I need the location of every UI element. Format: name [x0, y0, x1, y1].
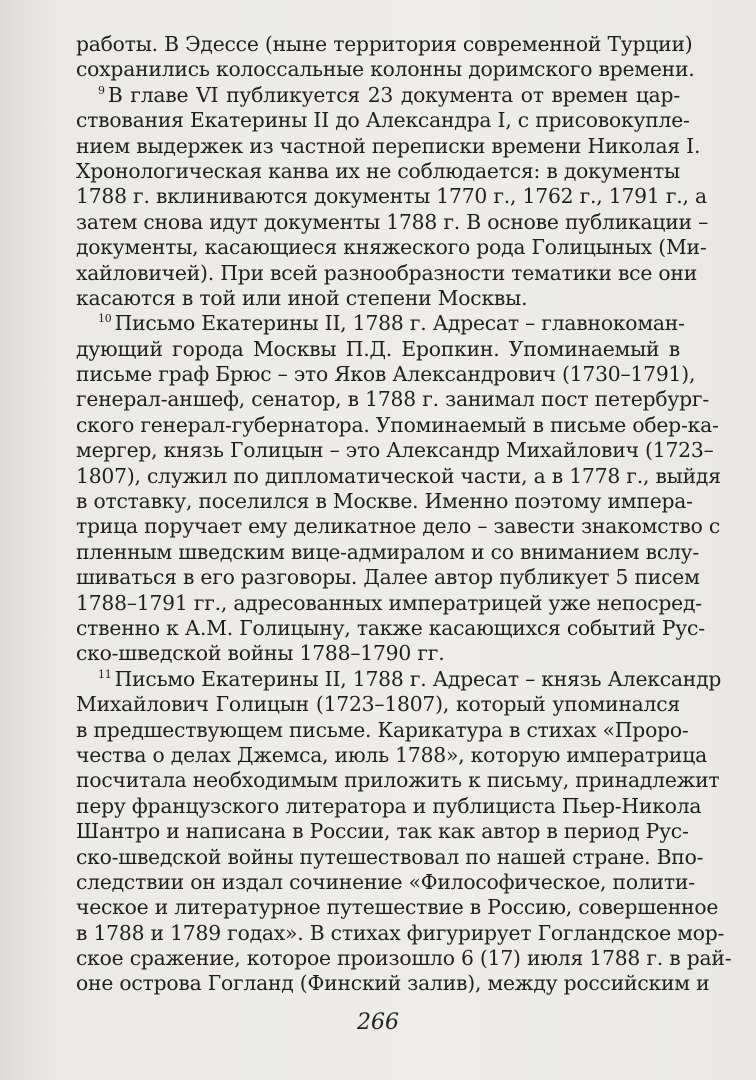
text-line: в предшествующем письме. Карикатура в стихах «Проро- [76, 717, 689, 742]
text-line: шиваться в его разговоры. Далее автор публикует 5 писем [76, 565, 700, 590]
footnote-9-first-line [76, 83, 680, 108]
text-line: Письмо Екатерины II, 1788 г. Адресат – главнокоман- [114, 311, 685, 336]
footnote-number-9: 9 [98, 83, 105, 97]
text-line: в 1788 и 1789 годах». В стихах фигурирует Гогландское мор- [76, 920, 725, 945]
text-line: генерал-аншеф, сенатор, в 1788 г. занимал пост петербург- [76, 387, 709, 412]
text-line: Письмо Екатерины II, 1788 г. Адресат – князь Александр [114, 666, 722, 691]
page-number: 266 [357, 1010, 399, 1035]
text-line: дующий города Москвы П.Д. Еропкин. Упоминаемый в [76, 336, 680, 361]
text-line: оне острова Гогланд (Финский залив), между российским и [76, 971, 710, 996]
text-line: ческое и литературное путешествие в Россию, совершенное [76, 895, 719, 920]
text-line: документы, касающиеся княжеского рода Голицыных (Ми- [76, 235, 707, 260]
text-line: посчитала необходимым приложить к письму, принадлежит [76, 768, 720, 793]
text-line: ско-шведской войны 1788–1790 гг. [76, 641, 445, 666]
text-line: ствования Екатерины II до Александра I, с присовокупле- [76, 108, 690, 133]
text-line: сохранились колоссальные колонны доримского времени. [76, 57, 695, 82]
footnote-10-first-line [76, 311, 685, 336]
text-line: ского генерал-губернатора. Упоминаемый в письме обер-ка- [76, 412, 719, 437]
text-line: хайловичей). При всей разнообразности тематики все они [76, 260, 698, 285]
text-line: нием выдержек из частной переписки времени Николая I. [76, 133, 701, 158]
text-line: Хронологическая канва их не соблюдается: в документы [76, 158, 680, 183]
text-line: касаются в той или иной степени Москвы. [76, 285, 528, 310]
text-line: Михайлович Голицын (1723–1807), который упоминался [76, 692, 680, 717]
text-line: письме граф Брюс – это Яков Александрович (1730–1791), [76, 362, 696, 387]
text-line: ственно к А.М. Голицыну, также касающихся событий Рус- [76, 615, 705, 640]
text-line: ское сражение, которое произошло 6 (17) июля 1788 г. в рай- [76, 946, 732, 971]
text-line: следствии он издал сочинение «Философическое, полити- [76, 869, 695, 894]
text-line: 1788 г. вклиниваются документы 1770 г., 1762 г., 1791 г., а [76, 184, 707, 209]
text-line: 1788–1791 гг., адресованных императрицей уже непосред- [76, 590, 702, 615]
text-line: чества о делах Джемса, июль 1788», которую императрица [76, 742, 707, 767]
text-line: затем снова идут документы 1788 г. В основе публикации – [76, 209, 709, 234]
text-line: мергер, князь Голицын – это Александр Михайлович (1723– [76, 438, 714, 463]
text-line: пленным шведским вице-адмиралом и со вниманием вслу- [76, 539, 700, 564]
text-line: трица поручает ему деликатное дело – завести знакомство с [76, 514, 721, 539]
footnote-11-first-line [76, 666, 722, 692]
text-line: работы. В Эдессе (ныне территория современной Турции) [76, 32, 693, 56]
text-line: В главе VI публикуется 23 документа от времен цар- [107, 82, 680, 107]
text-line: в отставку, поселился в Москве. Именно поэтому импера- [76, 489, 693, 514]
text-line: перу французского литератора и публициста Пьер-Никола [76, 793, 702, 818]
text-line: Шантро и написана в России, так как автор в период Рус- [76, 819, 689, 844]
text-line: ско-шведской войны путешествовал по нашей стране. Впо- [76, 844, 704, 869]
text-line: 1807), служил по дипломатической части, а в 1778 г., выйдя [76, 463, 721, 488]
footnote-number-11: 11 [98, 667, 112, 681]
footnote-number-10: 10 [98, 312, 112, 326]
footnotes-text [76, 32, 732, 997]
